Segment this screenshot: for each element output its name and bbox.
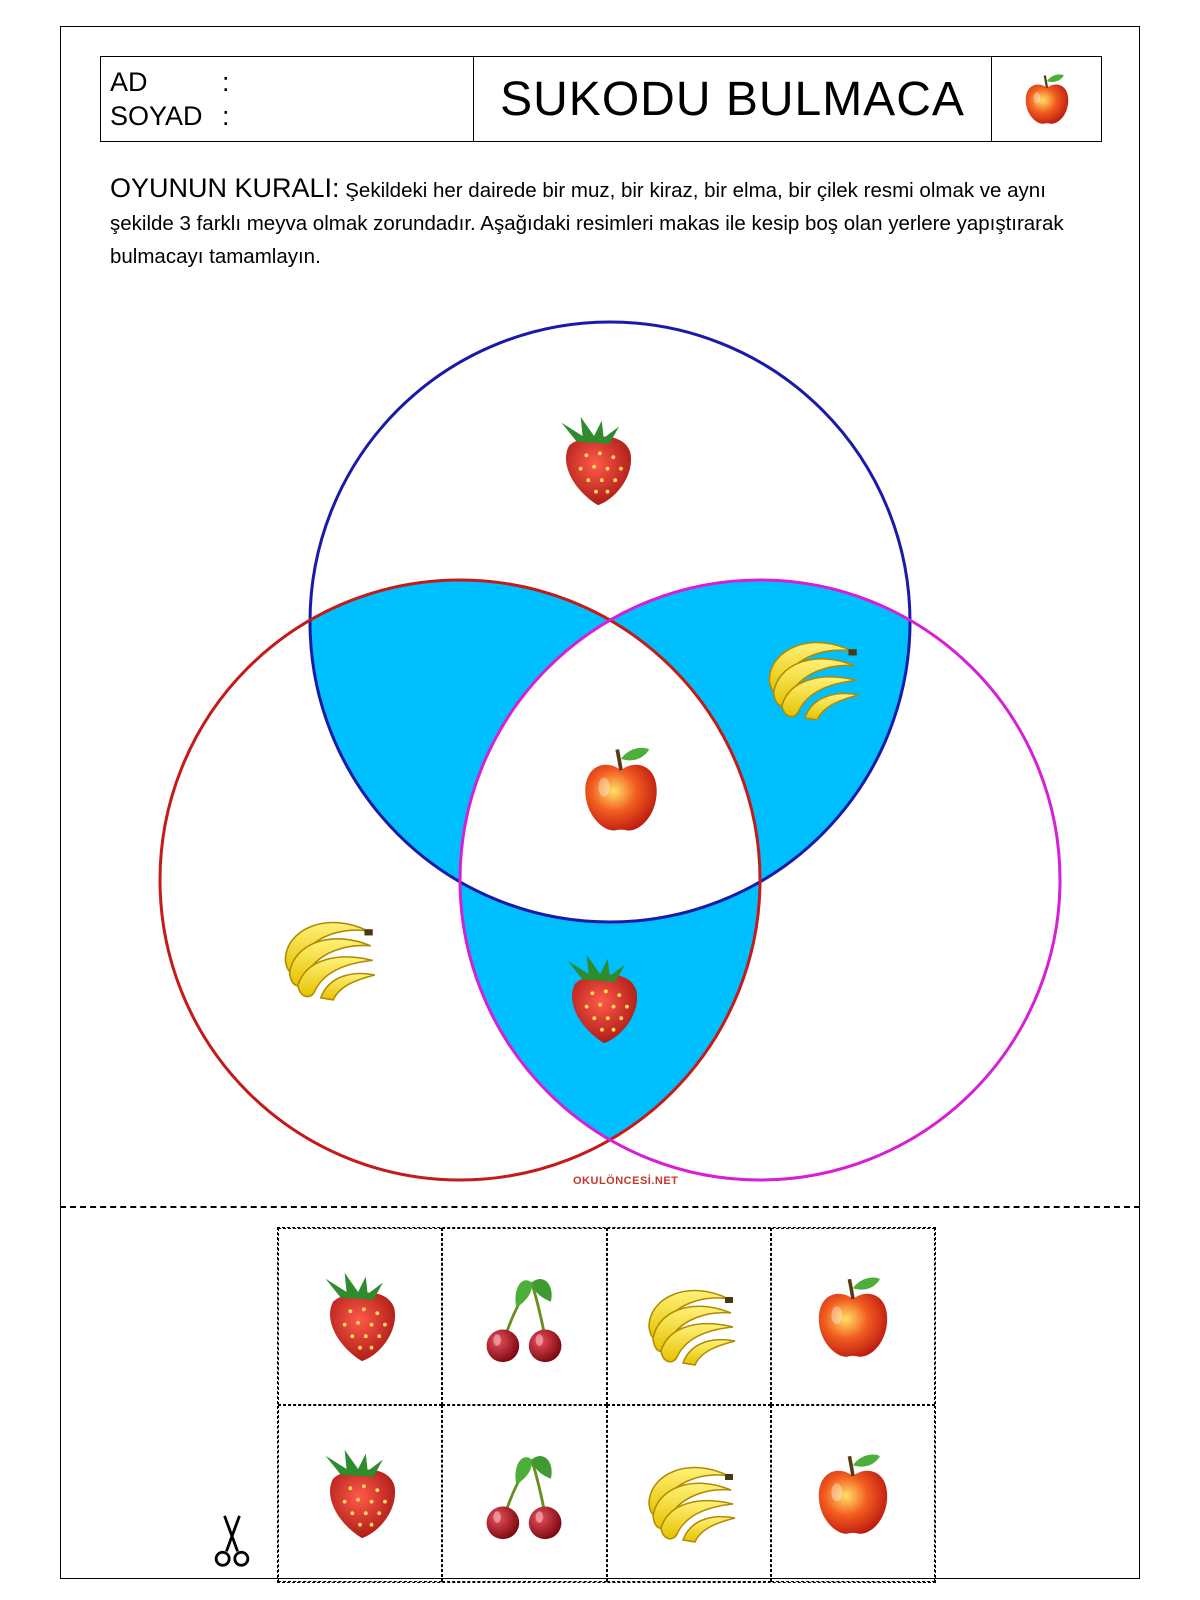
rules-text: Şekildeki her dairede bir muz, bir kiraz, bir elma, bir çilek resmi olmak ve aynı şekilde 3 farklı meyva olmak zorundadır. Aşağıdaki resimleri makas ile kesip boş olan yerlere yapıştırarak bulmacayı tamamlayın.	[110, 179, 1064, 268]
cutout-card[interactable]	[771, 1228, 935, 1405]
cutout-card[interactable]	[442, 1228, 606, 1405]
page-title: SUKODU BULMACA	[474, 57, 992, 141]
strawberry-icon	[561, 417, 631, 505]
cutout-card[interactable]	[278, 1228, 442, 1405]
cutout-card[interactable]	[442, 1405, 606, 1582]
strawberry-icon	[312, 1444, 408, 1544]
cutout-cards	[277, 1227, 936, 1583]
name-colon: :	[222, 67, 230, 97]
apple-icon	[808, 1262, 898, 1372]
strawberry-icon	[312, 1267, 408, 1367]
cutout-card[interactable]	[771, 1405, 935, 1582]
cherry-icon	[476, 1261, 572, 1373]
banana-icon	[285, 922, 374, 999]
banana-icon	[632, 1444, 746, 1544]
surname-colon: :	[222, 101, 230, 131]
rules-label: OYUNUN KURALI:	[110, 173, 340, 203]
surname-label: SOYAD	[110, 101, 203, 131]
cutout-card[interactable]	[607, 1405, 771, 1582]
watermark-logo: OKULÖNCESİ.NET	[573, 1175, 679, 1187]
banana-icon	[632, 1267, 746, 1367]
cutout-card[interactable]	[278, 1405, 442, 1582]
apple-icon	[808, 1439, 898, 1549]
name-label: AD	[110, 67, 148, 97]
cherry-icon	[476, 1438, 572, 1550]
cut-line	[60, 1206, 1140, 1208]
cutout-card[interactable]	[607, 1228, 771, 1405]
scissors-icon	[212, 1514, 252, 1570]
